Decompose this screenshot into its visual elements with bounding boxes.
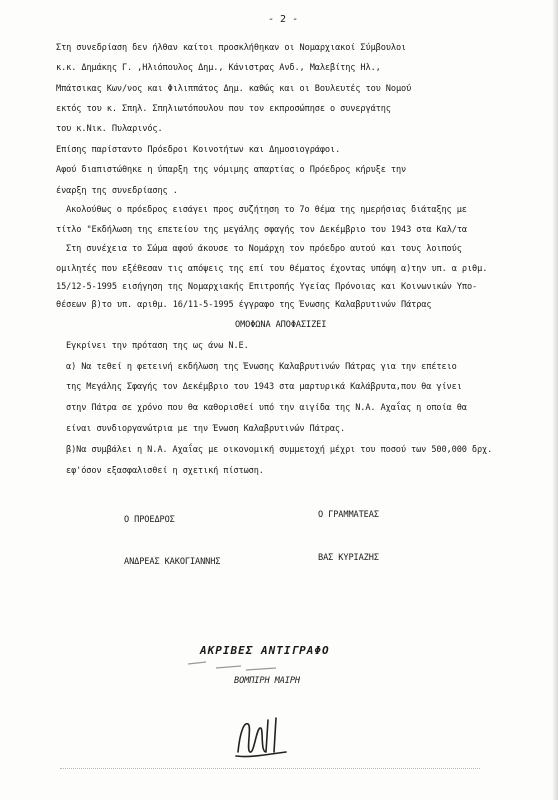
handwritten-signature [230,712,290,762]
text-line-12: ομιλητές που εξέθεσαν τις απόψεις της επί του θέματος έχοντας υπόψη α)την υπ. α ριθμ. [56,264,488,274]
text-line-17: α) Να τεθεί η φετεινή εκδήλωση της Ένωσης Καλαβρυτινών Πάτρας για την επέτειο [66,362,457,372]
stamp-smudge [186,658,296,678]
secretary-title: Ο ΓΡΑΜΜΑΤΕΑΣ [318,510,379,520]
text-line-14: θέσεων β)το υπ. αριθμ. 16/11-5-1995 έγγραφο της Ένωσης Καλαβρυτινών Πάτρας [56,300,432,310]
president-title: Ο ΠΡΟΕΔΡΟΣ [124,515,175,525]
scan-edge-shadow [552,0,558,800]
text-line-5: του κ.Νικ. Πυλαρινός. [56,124,163,134]
text-line-2: κ.κ. Δημάκης Γ. ,Ηλιόπουλος Δημ., Κάνιστρας Ανδ., Μαλεβίτης Ηλ., [56,63,381,73]
text-line-7: Αφού διαπιστώθηκε η ύπαρξη της νόμιμης απαρτίας ο Πρόεδρος κήρυξε την [56,165,407,175]
text-line-22: εφ'όσον εξασφαλισθεί η σχετική πίστωση. [66,466,264,476]
bottom-scan-noise [60,768,480,771]
certified-copy-stamp: ΑΚΡΙΒΕΣ ΑΝΤΙΓΡΑΦΟ [200,644,330,657]
text-line-4: εκτός του κ. Σπηλ. Σπηλιωτόπουλου που τον εκπροσώπησε ο συνεργάτης [56,104,391,114]
secretary-name: ΒΑΣ ΚΥΡΙΑΖΗΣ [318,553,379,563]
text-line-11: Στη συνέχεια το Σώμα αφού άκουσε το Νομάρχη τον πρόεδρο αυτού και τους λοιπούς [66,244,462,254]
text-line-8: έναρξη της συνεδρίασης . [56,186,178,196]
president-name: ΑΝΔΡΕΑΣ ΚΑΚΟΓΙΑΝΝΗΣ [124,557,221,567]
text-line-19: στην Πάτρα σε χρόνο που θα καθορισθεί υπό την αιγίδα της Ν.Α. Αχαΐας η οποία θα [66,403,467,413]
text-line-1: Στη συνεδρίαση δεν ήλθαν καίτοι προσκλήθηκαν οι Νομαρχιακοί Σύμβουλοι [56,43,407,53]
text-line-21: β)Να συμβάλει η Ν.Α. Αχαΐας με οικονομική συμμετοχή μέχρι του ποσού των 500,000 δρχ. [66,445,493,455]
text-line-10: τίτλο "Εκδήλωση της επετείου της μεγάλης σφαγής τον Δεκέμβριο του 1943 στα Καλ/τα [56,225,467,235]
text-line-6: Επίσης παρίσταντο Πρόεδροι Κοινοτήτων και Δημοσιογράφοι. [56,145,341,155]
certifier-name: ΒΟΜΠΙΡΗ ΜΑΙΡΗ [234,676,300,686]
text-line-9: Ακολούθως ο πρόεδρος εισάγει προς συζήτηση το 7ο θέμα της ημερήσιας διάταξης με [66,205,467,215]
text-line-20: είναι συνδιοργανώτρια με την Ένωση Καλαβρυτινών Πάτρας. [66,424,346,434]
text-line-16: Εγκρίνει την πρόταση της ως άνω Ν.Ε. [66,341,249,351]
page-number: - 2 - [268,14,299,25]
decision-heading: ΟΜΟΦΩΝΑ ΑΠΟΦΑΣΙΖΕΙ [235,320,327,330]
text-line-3: Μπάτσικας Κων/νος και Φιλιππάτος Δημ. καθώς και οι Βουλευτές του Νομού [56,84,412,94]
text-line-13: 15/12-5-1995 εισήγηση της Νομαρχιακής Επιτροπής Υγείας Πρόνοιας και Κοινωνικών Υπο- [56,282,478,292]
text-line-18: της Μεγάλης Σφαγής τον Δεκέμβριο του 1943 στα μαρτυρικά Καλάβρυτα,που θα γίνει [66,382,462,392]
